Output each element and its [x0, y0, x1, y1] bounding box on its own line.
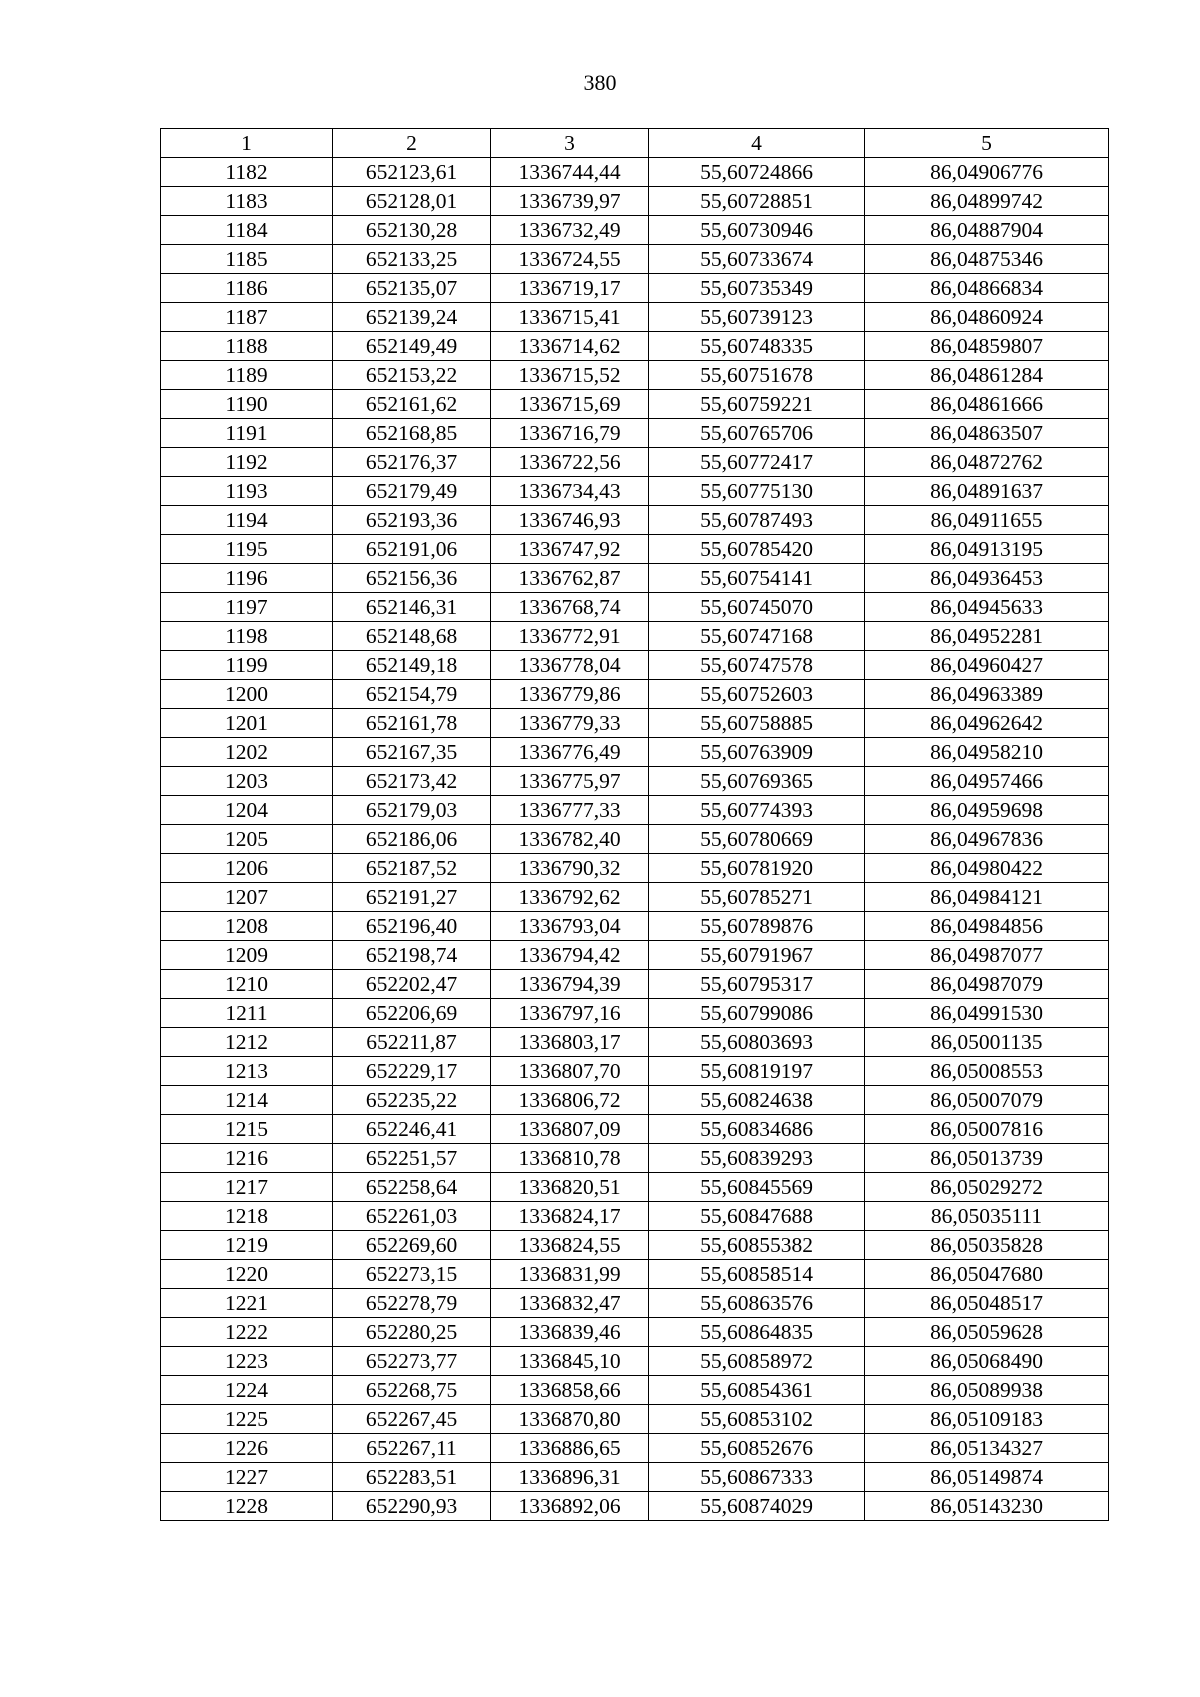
table-row: [161, 332, 1109, 361]
latitude-cell: 55,60867333: [649, 1463, 865, 1492]
x-coordinate-cell: 652193,36: [333, 506, 491, 535]
table-row: [161, 1347, 1109, 1376]
point-number-cell: 1222: [161, 1318, 333, 1347]
point-number-cell: 1223: [161, 1347, 333, 1376]
page-number: 380: [583, 70, 617, 95]
longitude-cell: 86,05134327: [865, 1434, 1109, 1463]
latitude-cell: 55,60858514: [649, 1260, 865, 1289]
column-header: 1: [161, 129, 333, 158]
point-number-cell: 1184: [161, 216, 333, 245]
latitude-cell: 55,60769365: [649, 767, 865, 796]
latitude-cell: 55,60785420: [649, 535, 865, 564]
y-coordinate-cell: 1336779,86: [491, 680, 649, 709]
y-coordinate-cell: 1336797,16: [491, 999, 649, 1028]
table-row: [161, 622, 1109, 651]
x-coordinate-cell: 652246,41: [333, 1115, 491, 1144]
latitude-cell: 55,60787493: [649, 506, 865, 535]
latitude-cell: 55,60728851: [649, 187, 865, 216]
latitude-cell: 55,60748335: [649, 332, 865, 361]
x-coordinate-cell: 652267,45: [333, 1405, 491, 1434]
longitude-cell: 86,04980422: [865, 854, 1109, 883]
point-number-cell: 1212: [161, 1028, 333, 1057]
longitude-cell: 86,04859807: [865, 332, 1109, 361]
point-number-cell: 1209: [161, 941, 333, 970]
table-row: [161, 245, 1109, 274]
x-coordinate-cell: 652280,25: [333, 1318, 491, 1347]
y-coordinate-cell: 1336775,97: [491, 767, 649, 796]
point-number-cell: 1221: [161, 1289, 333, 1318]
table-row: [161, 912, 1109, 941]
longitude-cell: 86,05048517: [865, 1289, 1109, 1318]
longitude-cell: 86,04860924: [865, 303, 1109, 332]
y-coordinate-cell: 1336807,09: [491, 1115, 649, 1144]
latitude-cell: 55,60774393: [649, 796, 865, 825]
y-coordinate-cell: 1336732,49: [491, 216, 649, 245]
table-row: [161, 390, 1109, 419]
y-coordinate-cell: 1336719,17: [491, 274, 649, 303]
y-coordinate-cell: 1336715,52: [491, 361, 649, 390]
x-coordinate-cell: 652273,77: [333, 1347, 491, 1376]
latitude-cell: 55,60724866: [649, 158, 865, 187]
table-row: [161, 651, 1109, 680]
latitude-cell: 55,60791967: [649, 941, 865, 970]
x-coordinate-cell: 652191,27: [333, 883, 491, 912]
y-coordinate-cell: 1336839,46: [491, 1318, 649, 1347]
y-coordinate-cell: 1336820,51: [491, 1173, 649, 1202]
longitude-cell: 86,04987077: [865, 941, 1109, 970]
longitude-cell: 86,05149874: [865, 1463, 1109, 1492]
y-coordinate-cell: 1336715,69: [491, 390, 649, 419]
latitude-cell: 55,60852676: [649, 1434, 865, 1463]
table-body: [161, 129, 1109, 1521]
x-coordinate-cell: 652130,28: [333, 216, 491, 245]
y-coordinate-cell: 1336747,92: [491, 535, 649, 564]
x-coordinate-cell: 652161,78: [333, 709, 491, 738]
point-number-cell: 1195: [161, 535, 333, 564]
y-coordinate-cell: 1336824,17: [491, 1202, 649, 1231]
point-number-cell: 1219: [161, 1231, 333, 1260]
point-number-cell: 1216: [161, 1144, 333, 1173]
longitude-cell: 86,04936453: [865, 564, 1109, 593]
table-row: [161, 796, 1109, 825]
point-number-cell: 1196: [161, 564, 333, 593]
x-coordinate-cell: 652251,57: [333, 1144, 491, 1173]
latitude-cell: 55,60803693: [649, 1028, 865, 1057]
y-coordinate-cell: 1336824,55: [491, 1231, 649, 1260]
longitude-cell: 86,04959698: [865, 796, 1109, 825]
latitude-cell: 55,60863576: [649, 1289, 865, 1318]
x-coordinate-cell: 652196,40: [333, 912, 491, 941]
point-number-cell: 1205: [161, 825, 333, 854]
y-coordinate-cell: 1336793,04: [491, 912, 649, 941]
table-header-row: [161, 129, 1109, 158]
latitude-cell: 55,60799086: [649, 999, 865, 1028]
y-coordinate-cell: 1336779,33: [491, 709, 649, 738]
longitude-cell: 86,04984121: [865, 883, 1109, 912]
longitude-cell: 86,04906776: [865, 158, 1109, 187]
latitude-cell: 55,60751678: [649, 361, 865, 390]
x-coordinate-cell: 652273,15: [333, 1260, 491, 1289]
latitude-cell: 55,60763909: [649, 738, 865, 767]
longitude-cell: 86,04887904: [865, 216, 1109, 245]
latitude-cell: 55,60735349: [649, 274, 865, 303]
x-coordinate-cell: 652148,68: [333, 622, 491, 651]
table-row: [161, 1144, 1109, 1173]
point-number-cell: 1192: [161, 448, 333, 477]
y-coordinate-cell: 1336831,99: [491, 1260, 649, 1289]
point-number-cell: 1213: [161, 1057, 333, 1086]
longitude-cell: 86,04963389: [865, 680, 1109, 709]
table-row: [161, 158, 1109, 187]
table-row: [161, 1376, 1109, 1405]
point-number-cell: 1182: [161, 158, 333, 187]
y-coordinate-cell: 1336794,39: [491, 970, 649, 999]
y-coordinate-cell: 1336794,42: [491, 941, 649, 970]
x-coordinate-cell: 652267,11: [333, 1434, 491, 1463]
longitude-cell: 86,05029272: [865, 1173, 1109, 1202]
coordinates-table: [160, 128, 1109, 1521]
table-row: [161, 593, 1109, 622]
x-coordinate-cell: 652156,36: [333, 564, 491, 593]
x-coordinate-cell: 652229,17: [333, 1057, 491, 1086]
longitude-cell: 86,05143230: [865, 1492, 1109, 1521]
latitude-cell: 55,60839293: [649, 1144, 865, 1173]
point-number-cell: 1211: [161, 999, 333, 1028]
x-coordinate-cell: 652123,61: [333, 158, 491, 187]
table-row: [161, 1086, 1109, 1115]
table-row: [161, 419, 1109, 448]
y-coordinate-cell: 1336896,31: [491, 1463, 649, 1492]
longitude-cell: 86,04952281: [865, 622, 1109, 651]
point-number-cell: 1214: [161, 1086, 333, 1115]
point-number-cell: 1217: [161, 1173, 333, 1202]
point-number-cell: 1206: [161, 854, 333, 883]
latitude-cell: 55,60858972: [649, 1347, 865, 1376]
y-coordinate-cell: 1336832,47: [491, 1289, 649, 1318]
y-coordinate-cell: 1336716,79: [491, 419, 649, 448]
latitude-cell: 55,60752603: [649, 680, 865, 709]
point-number-cell: 1218: [161, 1202, 333, 1231]
table-row: [161, 1115, 1109, 1144]
y-coordinate-cell: 1336744,44: [491, 158, 649, 187]
x-coordinate-cell: 652154,79: [333, 680, 491, 709]
longitude-cell: 86,04891637: [865, 477, 1109, 506]
table-row: [161, 1492, 1109, 1521]
y-coordinate-cell: 1336714,62: [491, 332, 649, 361]
x-coordinate-cell: 652176,37: [333, 448, 491, 477]
longitude-cell: 86,05008553: [865, 1057, 1109, 1086]
point-number-cell: 1186: [161, 274, 333, 303]
x-coordinate-cell: 652206,69: [333, 999, 491, 1028]
x-coordinate-cell: 652198,74: [333, 941, 491, 970]
longitude-cell: 86,04991530: [865, 999, 1109, 1028]
table-row: [161, 883, 1109, 912]
y-coordinate-cell: 1336790,32: [491, 854, 649, 883]
point-number-cell: 1193: [161, 477, 333, 506]
table-row: [161, 1231, 1109, 1260]
y-coordinate-cell: 1336776,49: [491, 738, 649, 767]
latitude-cell: 55,60747578: [649, 651, 865, 680]
x-coordinate-cell: 652179,03: [333, 796, 491, 825]
longitude-cell: 86,05035111: [865, 1202, 1109, 1231]
x-coordinate-cell: 652146,31: [333, 593, 491, 622]
point-number-cell: 1226: [161, 1434, 333, 1463]
point-number-cell: 1228: [161, 1492, 333, 1521]
table-row: [161, 1028, 1109, 1057]
x-coordinate-cell: 652191,06: [333, 535, 491, 564]
table-row: [161, 1260, 1109, 1289]
table-row: [161, 999, 1109, 1028]
point-number-cell: 1198: [161, 622, 333, 651]
longitude-cell: 86,05007816: [865, 1115, 1109, 1144]
table-row: [161, 680, 1109, 709]
longitude-cell: 86,04945633: [865, 593, 1109, 622]
latitude-cell: 55,60855382: [649, 1231, 865, 1260]
latitude-cell: 55,60795317: [649, 970, 865, 999]
longitude-cell: 86,05035828: [865, 1231, 1109, 1260]
x-coordinate-cell: 652278,79: [333, 1289, 491, 1318]
point-number-cell: 1191: [161, 419, 333, 448]
y-coordinate-cell: 1336715,41: [491, 303, 649, 332]
x-coordinate-cell: 652202,47: [333, 970, 491, 999]
table-row: [161, 825, 1109, 854]
longitude-cell: 86,05047680: [865, 1260, 1109, 1289]
x-coordinate-cell: 652168,85: [333, 419, 491, 448]
longitude-cell: 86,04957466: [865, 767, 1109, 796]
y-coordinate-cell: 1336807,70: [491, 1057, 649, 1086]
longitude-cell: 86,04875346: [865, 245, 1109, 274]
y-coordinate-cell: 1336777,33: [491, 796, 649, 825]
latitude-cell: 55,60754141: [649, 564, 865, 593]
table-row: [161, 303, 1109, 332]
latitude-cell: 55,60730946: [649, 216, 865, 245]
longitude-cell: 86,04987079: [865, 970, 1109, 999]
latitude-cell: 55,60747168: [649, 622, 865, 651]
x-coordinate-cell: 652149,18: [333, 651, 491, 680]
table-row: [161, 216, 1109, 245]
x-coordinate-cell: 652153,22: [333, 361, 491, 390]
point-number-cell: 1204: [161, 796, 333, 825]
longitude-cell: 86,04899742: [865, 187, 1109, 216]
table-row: [161, 361, 1109, 390]
table-row: [161, 941, 1109, 970]
x-coordinate-cell: 652261,03: [333, 1202, 491, 1231]
longitude-cell: 86,05001135: [865, 1028, 1109, 1057]
table-row: [161, 1463, 1109, 1492]
longitude-cell: 86,04960427: [865, 651, 1109, 680]
latitude-cell: 55,60864835: [649, 1318, 865, 1347]
column-header: 3: [491, 129, 649, 158]
point-number-cell: 1224: [161, 1376, 333, 1405]
x-coordinate-cell: 652211,87: [333, 1028, 491, 1057]
y-coordinate-cell: 1336722,56: [491, 448, 649, 477]
point-number-cell: 1210: [161, 970, 333, 999]
x-coordinate-cell: 652167,35: [333, 738, 491, 767]
x-coordinate-cell: 652186,06: [333, 825, 491, 854]
latitude-cell: 55,60819197: [649, 1057, 865, 1086]
table-row: [161, 970, 1109, 999]
latitude-cell: 55,60853102: [649, 1405, 865, 1434]
x-coordinate-cell: 652135,07: [333, 274, 491, 303]
table-row: [161, 187, 1109, 216]
y-coordinate-cell: 1336734,43: [491, 477, 649, 506]
column-header: 2: [333, 129, 491, 158]
point-number-cell: 1202: [161, 738, 333, 767]
point-number-cell: 1208: [161, 912, 333, 941]
longitude-cell: 86,04863507: [865, 419, 1109, 448]
longitude-cell: 86,04984856: [865, 912, 1109, 941]
y-coordinate-cell: 1336778,04: [491, 651, 649, 680]
x-coordinate-cell: 652187,52: [333, 854, 491, 883]
x-coordinate-cell: 652283,51: [333, 1463, 491, 1492]
x-coordinate-cell: 652149,49: [333, 332, 491, 361]
y-coordinate-cell: 1336870,80: [491, 1405, 649, 1434]
longitude-cell: 86,04911655: [865, 506, 1109, 535]
x-coordinate-cell: 652133,25: [333, 245, 491, 274]
y-coordinate-cell: 1336845,10: [491, 1347, 649, 1376]
point-number-cell: 1227: [161, 1463, 333, 1492]
y-coordinate-cell: 1336792,62: [491, 883, 649, 912]
table-row: [161, 535, 1109, 564]
table-row: [161, 1405, 1109, 1434]
latitude-cell: 55,60789876: [649, 912, 865, 941]
table-row: [161, 477, 1109, 506]
latitude-cell: 55,60758885: [649, 709, 865, 738]
table-row: [161, 1318, 1109, 1347]
y-coordinate-cell: 1336762,87: [491, 564, 649, 593]
point-number-cell: 1220: [161, 1260, 333, 1289]
y-coordinate-cell: 1336858,66: [491, 1376, 649, 1405]
longitude-cell: 86,05013739: [865, 1144, 1109, 1173]
x-coordinate-cell: 652179,49: [333, 477, 491, 506]
longitude-cell: 86,05059628: [865, 1318, 1109, 1347]
table-row: [161, 854, 1109, 883]
longitude-cell: 86,04962642: [865, 709, 1109, 738]
table-row: [161, 506, 1109, 535]
point-number-cell: 1189: [161, 361, 333, 390]
longitude-cell: 86,04872762: [865, 448, 1109, 477]
y-coordinate-cell: 1336806,72: [491, 1086, 649, 1115]
column-header: 4: [649, 129, 865, 158]
longitude-cell: 86,05089938: [865, 1376, 1109, 1405]
y-coordinate-cell: 1336886,65: [491, 1434, 649, 1463]
latitude-cell: 55,60785271: [649, 883, 865, 912]
latitude-cell: 55,60733674: [649, 245, 865, 274]
point-number-cell: 1194: [161, 506, 333, 535]
table-row: [161, 274, 1109, 303]
y-coordinate-cell: 1336768,74: [491, 593, 649, 622]
table-row: [161, 1173, 1109, 1202]
x-coordinate-cell: 652258,64: [333, 1173, 491, 1202]
longitude-cell: 86,04913195: [865, 535, 1109, 564]
latitude-cell: 55,60781920: [649, 854, 865, 883]
latitude-cell: 55,60824638: [649, 1086, 865, 1115]
y-coordinate-cell: 1336772,91: [491, 622, 649, 651]
point-number-cell: 1185: [161, 245, 333, 274]
y-coordinate-cell: 1336724,55: [491, 245, 649, 274]
table-row: [161, 1202, 1109, 1231]
latitude-cell: 55,60772417: [649, 448, 865, 477]
table-row: [161, 709, 1109, 738]
point-number-cell: 1215: [161, 1115, 333, 1144]
latitude-cell: 55,60845569: [649, 1173, 865, 1202]
latitude-cell: 55,60780669: [649, 825, 865, 854]
x-coordinate-cell: 652173,42: [333, 767, 491, 796]
x-coordinate-cell: 652128,01: [333, 187, 491, 216]
y-coordinate-cell: 1336810,78: [491, 1144, 649, 1173]
x-coordinate-cell: 652161,62: [333, 390, 491, 419]
longitude-cell: 86,05109183: [865, 1405, 1109, 1434]
table-row: [161, 1434, 1109, 1463]
point-number-cell: 1197: [161, 593, 333, 622]
point-number-cell: 1183: [161, 187, 333, 216]
latitude-cell: 55,60847688: [649, 1202, 865, 1231]
latitude-cell: 55,60745070: [649, 593, 865, 622]
latitude-cell: 55,60759221: [649, 390, 865, 419]
table-row: [161, 1289, 1109, 1318]
x-coordinate-cell: 652268,75: [333, 1376, 491, 1405]
x-coordinate-cell: 652269,60: [333, 1231, 491, 1260]
x-coordinate-cell: 652290,93: [333, 1492, 491, 1521]
point-number-cell: 1207: [161, 883, 333, 912]
table-row: [161, 564, 1109, 593]
x-coordinate-cell: 652235,22: [333, 1086, 491, 1115]
point-number-cell: 1225: [161, 1405, 333, 1434]
latitude-cell: 55,60834686: [649, 1115, 865, 1144]
y-coordinate-cell: 1336892,06: [491, 1492, 649, 1521]
y-coordinate-cell: 1336739,97: [491, 187, 649, 216]
longitude-cell: 86,04866834: [865, 274, 1109, 303]
latitude-cell: 55,60765706: [649, 419, 865, 448]
table-row: [161, 448, 1109, 477]
latitude-cell: 55,60874029: [649, 1492, 865, 1521]
point-number-cell: 1200: [161, 680, 333, 709]
table-row: [161, 1057, 1109, 1086]
point-number-cell: 1188: [161, 332, 333, 361]
latitude-cell: 55,60854361: [649, 1376, 865, 1405]
y-coordinate-cell: 1336803,17: [491, 1028, 649, 1057]
column-header: 5: [865, 129, 1109, 158]
point-number-cell: 1190: [161, 390, 333, 419]
point-number-cell: 1199: [161, 651, 333, 680]
longitude-cell: 86,05068490: [865, 1347, 1109, 1376]
table-row: [161, 767, 1109, 796]
point-number-cell: 1201: [161, 709, 333, 738]
point-number-cell: 1187: [161, 303, 333, 332]
y-coordinate-cell: 1336782,40: [491, 825, 649, 854]
longitude-cell: 86,05007079: [865, 1086, 1109, 1115]
longitude-cell: 86,04861666: [865, 390, 1109, 419]
x-coordinate-cell: 652139,24: [333, 303, 491, 332]
point-number-cell: 1203: [161, 767, 333, 796]
table-row: [161, 738, 1109, 767]
longitude-cell: 86,04967836: [865, 825, 1109, 854]
latitude-cell: 55,60775130: [649, 477, 865, 506]
latitude-cell: 55,60739123: [649, 303, 865, 332]
longitude-cell: 86,04958210: [865, 738, 1109, 767]
y-coordinate-cell: 1336746,93: [491, 506, 649, 535]
longitude-cell: 86,04861284: [865, 361, 1109, 390]
